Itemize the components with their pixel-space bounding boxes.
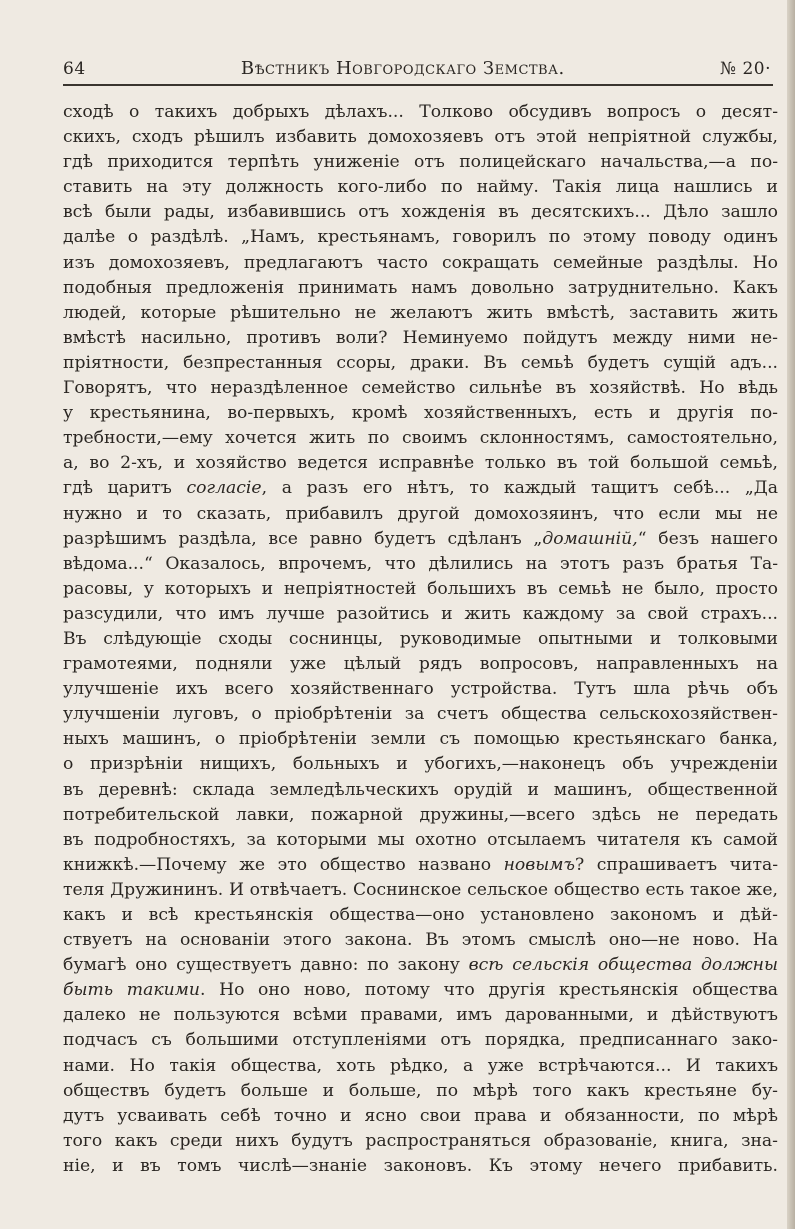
- text-line: ніе, и въ томъ числѣ—знаніе законовъ. Къ этому нечего прибавить.: [63, 1155, 778, 1176]
- text-line: подчасъ съ большими отступленіями отъ порядка, предписаннаго зако-: [63, 1030, 778, 1051]
- text-line: [63, 476, 778, 501]
- text-line: [63, 978, 778, 1003]
- text-line: вмѣстѣ насильно, противъ воли? Неминуемо пойдутъ между ними не-: [63, 327, 778, 348]
- text-line: [63, 953, 778, 978]
- italic-text: согласіе: [186, 478, 262, 499]
- article-body: [63, 100, 778, 1179]
- text-line: сходѣ о такихъ добрыхъ дѣлахъ... Толково обсудивъ вопросъ о десят-: [63, 102, 778, 122]
- text-line: о призрѣніи нищихъ, больныхъ и убогихъ,—наконецъ объ учрежденіи: [63, 754, 778, 775]
- text-line: [63, 853, 778, 878]
- text-line: нужно и то сказать, прибавилъ другой домохозяинъ, что если мы не: [63, 503, 778, 524]
- text-line: разсудили, что имъ лучше разойтись и жить каждому за свой страхъ...: [63, 603, 778, 624]
- text-line: въ подробностяхъ, за которыми мы охотно отсылаемъ читателя къ самой: [63, 829, 778, 850]
- text-line: обществъ будетъ больше и больше, по мѣрѣ того какъ крестьяне бу-: [63, 1080, 778, 1101]
- text-line: людей, которые рѣшительно не желаютъ жить вмѣстѣ, заставить жить: [63, 302, 778, 323]
- text-line: грамотеями, подняли уже цѣлый рядъ вопросовъ, направленныхъ на: [63, 654, 778, 675]
- text-segment: разрѣшимъ раздѣла, все равно будетъ сдѣланъ „: [63, 528, 543, 549]
- text-line: пріятности, безпрестанныя ссоры, драки. Въ семьѣ будетъ сущій адъ...: [63, 352, 778, 373]
- text-segment: . Но оно ново, потому что другія крестьянскія общества: [199, 980, 778, 1001]
- text-line: ствуетъ на основаніи этого закона. Въ этомъ смыслѣ оно—не ново. На: [63, 930, 778, 951]
- header-rule: [63, 84, 773, 86]
- page-number: 64: [63, 59, 86, 79]
- text-line: ставить на эту должность кого-либо по найму. Такія лица нашлись и: [63, 177, 778, 198]
- italic-text: новымъ: [503, 854, 575, 875]
- issue-number: № 20·: [719, 59, 771, 79]
- text-line: у крестьянина, во-первыхъ, кромѣ хозяйственныхъ, есть и другія по-: [63, 403, 778, 424]
- italic-text: домашній,: [542, 528, 638, 549]
- text-line: Въ слѣдующіе сходы соснинцы, руководимые опытными и толковыми: [63, 628, 778, 649]
- page-edge: [787, 0, 795, 1229]
- text-line: ныхъ машинъ, о пріобрѣтеніи земли съ помощью крестьянскаго банка,: [63, 729, 778, 750]
- text-line: дутъ усваивать себѣ точно и ясно свои права и обязанности, по мѣрѣ: [63, 1105, 778, 1126]
- text-line: скихъ, сходъ рѣшилъ избавить домохозяевъ отъ этой непріятной службы,: [63, 127, 778, 148]
- text-line: того какъ среди нихъ будутъ распространяться образованіе, книга, зна-: [63, 1130, 778, 1151]
- text-segment: , а разъ его нѣтъ, то каждый тащитъ себѣ... „Да: [261, 478, 778, 499]
- text-segment: книжкѣ.—Почему же это общество названо: [63, 854, 504, 875]
- text-line: нами. Но такія общества, хоть рѣдко, а уже встрѣчаются... И такихъ: [63, 1055, 778, 1076]
- text-line: далеко не пользуются всѣми правами, имъ дарованными, и дѣйствуютъ: [63, 1005, 778, 1026]
- italic-text: быть такими: [63, 980, 200, 1001]
- text-segment: бумагѣ оно существуетъ давно: по закону: [63, 955, 469, 976]
- text-segment: ? спрашиваетъ чита-: [575, 854, 778, 875]
- text-line: подобныя предложенія принимать намъ довольно затруднительно. Какъ: [63, 277, 778, 298]
- text-line: а, во 2-хъ, и хозяйство ведется исправнѣе только въ той большой семьѣ,: [63, 453, 778, 474]
- text-line: въ деревнѣ: склада земледѣльческихъ орудій и машинъ, общественной: [63, 779, 778, 800]
- italic-text: всѣ сельскія общества должны: [468, 955, 778, 976]
- text-line: потребительской лавки, пожарной дружины,—всего здѣсь не передать: [63, 804, 778, 825]
- text-line: теля Дружининъ. И отвѣчаетъ. Соснинское сельское общество есть такое же,: [63, 879, 778, 900]
- text-line: какъ и всѣ крестьянскія общества—оно установлено закономъ и дѣй-: [63, 905, 778, 925]
- text-line: далѣе о раздѣлѣ. „Намъ, крестьянамъ, говорилъ по этому поводу одинъ: [63, 227, 778, 248]
- text-line: [63, 527, 778, 552]
- text-line: вѣдома...“ Оказалось, впрочемъ, что дѣлились на этотъ разъ братья Та-: [63, 553, 778, 574]
- text-line: Говорятъ, что нераздѣленное семейство сильнѣе въ хозяйствѣ. Но вѣдь: [63, 378, 778, 399]
- text-line: гдѣ приходится терпѣть униженіе отъ полицейскаго начальства,—а по-: [63, 152, 778, 173]
- text-line: улучшеніе ихъ всего хозяйственнаго устройства. Тутъ шла рѣчь объ: [63, 679, 778, 700]
- text-line: всѣ были рады, избавившись отъ хожденія въ десятскихъ... Дѣло зашло: [63, 202, 778, 223]
- text-line: улучшеніи луговъ, о пріобрѣтеніи за счетъ общества сельскохозяйствен-: [63, 704, 778, 725]
- text-segment: гдѣ царитъ: [63, 478, 187, 499]
- page-header: [63, 58, 771, 82]
- text-line: изъ домохозяевъ, предлагаютъ часто сокращать семейные раздѣлы. Но: [63, 252, 778, 273]
- text-line: требности,—ему хочется жить по своимъ склонностямъ, самостоятельно,: [63, 428, 778, 449]
- text-line: расовы, у которыхъ и непріятностей большихъ въ семьѣ не было, просто: [63, 578, 778, 599]
- running-title: Вѣстникъ Новгородскаго Земства.: [240, 58, 565, 79]
- text-segment: “ безъ нашего: [637, 528, 778, 549]
